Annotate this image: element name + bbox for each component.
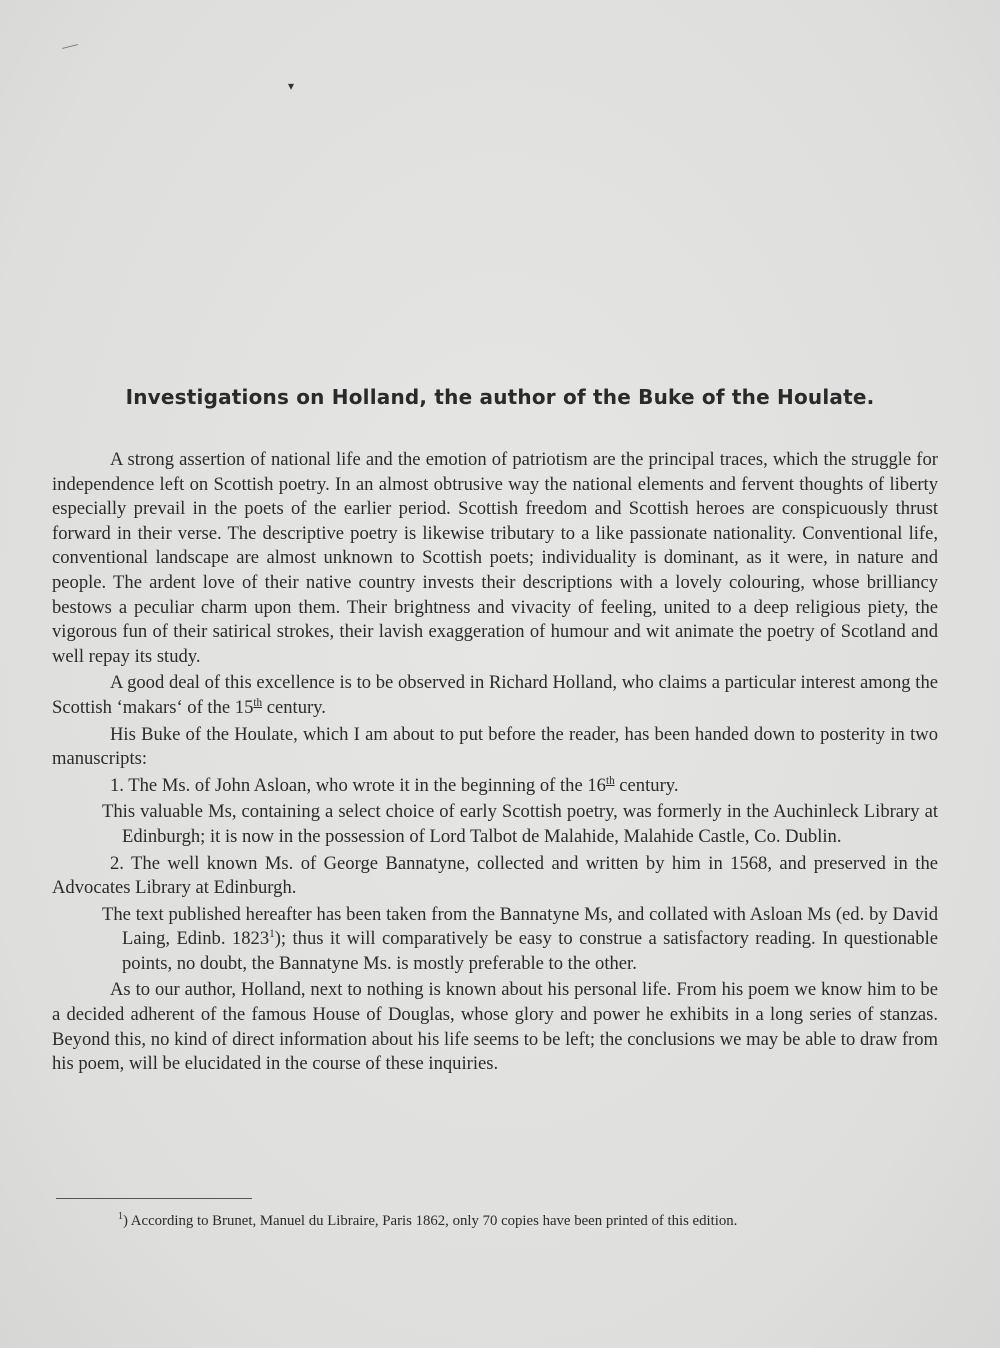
list-item-asloan: 1. The Ms. of John Asloan, who wrote it in the beginning of the 16th century.	[110, 774, 679, 796]
footnote-divider	[56, 1198, 252, 1199]
footnote-ref: 1	[269, 928, 275, 941]
paragraph-asloan-ms: This valuable Ms, containing a select choice of early Scottish poetry, was formerly in the Auchinleck Library at Edinburgh; it is now in the possession of Lord Talbot de Malahide, Malahide Castle, Co. Dublin.	[102, 801, 938, 847]
paragraph-holland: A good deal of this excellence is to be observed in Richard Holland, who claims a particular interest among the Scottish ‘makars‘ of the 15th century.	[52, 672, 938, 718]
stray-ink-mark: ▾	[288, 79, 295, 93]
paragraph-author: As to our author, Holland, next to nothing is known about his personal life. From his poem we know him to be a decided adherent of the famous House of Douglas, whose glory and power he exhibits in a long series of stanzas. Beyond this, no kind of direct information about his life seems to be left; the conclusions we may be able to draw from his poem, will be elucidated in the course of these inquiries.	[52, 979, 938, 1075]
list-item-bannatyne: 2. The well known Ms. of George Bannatyne, collected and written by him in 1568, and preserved in the Advocates Library at Edinburgh.	[52, 852, 938, 899]
page-title: Investigations on Holland, the author of the Buke of the Houlate.	[125, 385, 875, 409]
paragraph-manuscripts: His Buke of the Houlate, which I am about to put before the reader, has been handed down to posterity in two manuscripts:	[52, 723, 938, 770]
stray-pen-mark	[62, 44, 78, 49]
paragraph-intro: A strong assertion of national life and the emotion of patriotism are the principal traces, which the struggle for independence left on Scottish poetry. In an almost obtrusive way the national elements and fervent thoughts of liberty especially prevail in the poets of the earlier period. Scottish freedom and Scottish heroes are conspicuously thrust forward in their verse. The descriptive poetry is likewise tributary to a like passionate nationality. Conventional life, conventional landscape are almost unknown to Scottish poets; individuality is dominant, as it were, in nature and people. The ardent love of their native country invests their descriptions with a lovely colouring, whose brilliancy bestows a peculiar charm upon them. Their brightness and vivacity of feeling, united to a deep religious piety, the vigorous fun of their satirical strokes, their lavish exaggeration of humour and wit animate the poetry of Scotland and well repay its study.	[52, 449, 938, 667]
footnote-text: ) According to Brunet, Manuel du Libraire, Paris 1862, only 70 copies have been printed of this edition.	[123, 1212, 738, 1229]
paragraph-text-source: The text published hereafter has been taken from the Bannatyne Ms, and collated with Asloan Ms (ed. by David Laing, Edinb. 1823$^1$); thus it will comparatively be easy to construe a satisfactory reading. In questionable points, no doubt, the Bannatyne Ms. is mostly preferable to the other.	[102, 903, 938, 974]
footnote	[118, 1207, 938, 1231]
body-text	[52, 448, 938, 1077]
footnote-mark: 1	[118, 1211, 123, 1222]
